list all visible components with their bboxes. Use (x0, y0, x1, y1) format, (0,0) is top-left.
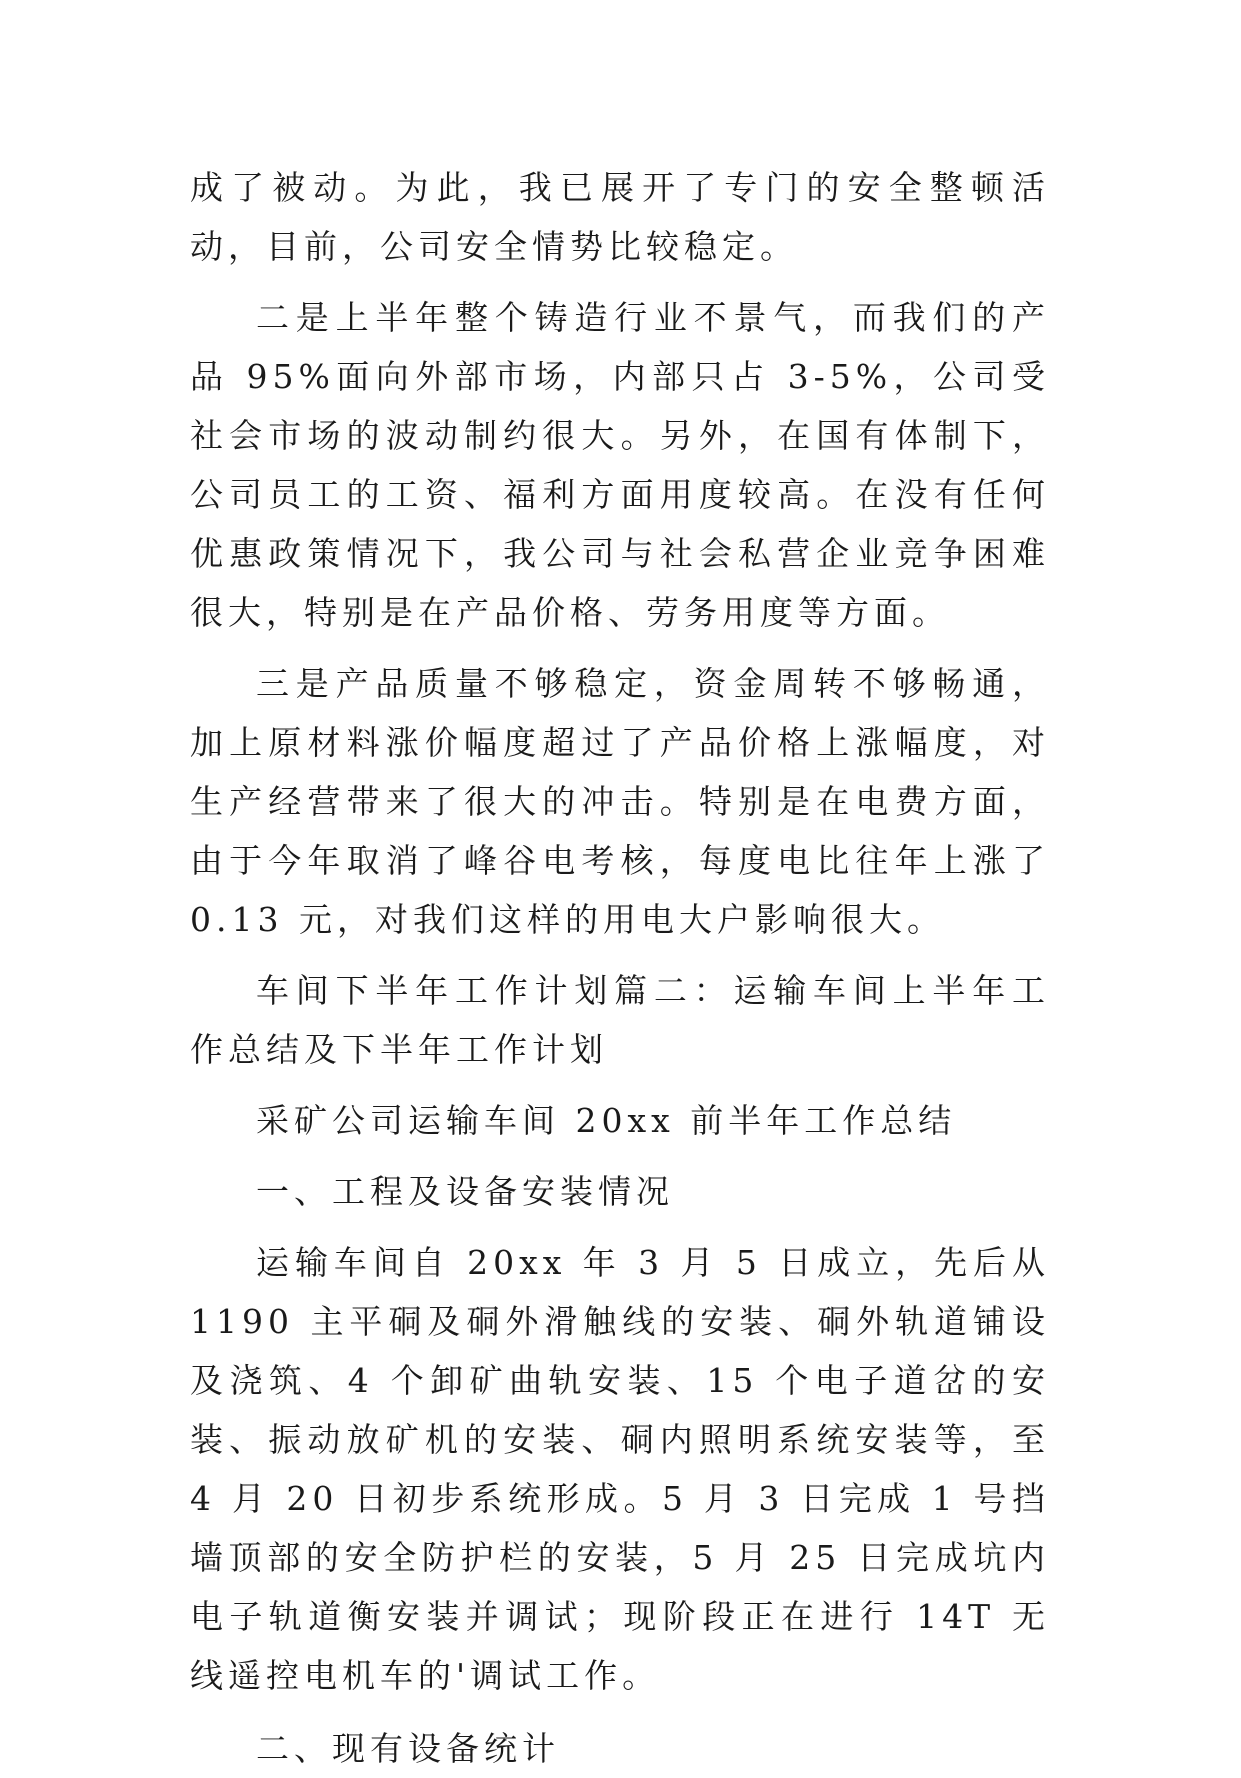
report-title: 采矿公司运输车间 20xx 前半年工作总结 (256, 1101, 957, 1140)
paragraph-installation-details: 运输车间自 20xx 年 3 月 5 日成立，先后从 1190 主平硐及硐外滑触线的安装、硐外轨道铺设及浇筑、4 个卸矿曲轨安装、15 个电子道岔的安装、振动放矿机的安装、硐内照明系统安装等，至 4 月 20 日初步系统形成。5 月 3 日完成 1 号挡墙顶部的安全防护栏的安装，5 月 25 日完成坑内电子轨道衡安装并调试；现阶段正在进行 14T 无线遥控电机车的'调试工作。 (190, 1243, 1050, 1695)
paragraph-point-two: 二是上半年整个铸造行业不景气，而我们的产品 95%面向外部市场，内部只占 3-5%，公司受社会市场的波动制约很大。另外，在国有体制下，公司员工的工资、福利方面用度较高。在没有任何优惠政策情况下，我公司与社会私营企业竞争困难很大，特别是在产品价格、劳务用度等方面。 (190, 298, 1050, 632)
section-title-part-two: 车间下半年工作计划篇二：运输车间上半年工作总结及下半年工作计划 (190, 971, 1050, 1069)
paragraph-point-three: 三是产品质量不够稳定，资金周转不够畅通，加上原材料涨价幅度超过了产品价格上涨幅度，对生产经营带来了很大的冲击。特别是在电费方面，由于今年取消了峰谷电考核，每度电比往年上涨了 0.13 元，对我们这样的用电大户影响很大。 (190, 664, 1050, 939)
heading-equipment-statistics: 二、现有设备统计 (256, 1729, 560, 1768)
heading-installation: 一、工程及设备安装情况 (256, 1172, 674, 1211)
document-body (190, 158, 1050, 1778)
paragraph-safety-continuation: 成了被动。为此，我已展开了专门的安全整顿活动，目前，公司安全情势比较稳定。 (190, 168, 1050, 266)
